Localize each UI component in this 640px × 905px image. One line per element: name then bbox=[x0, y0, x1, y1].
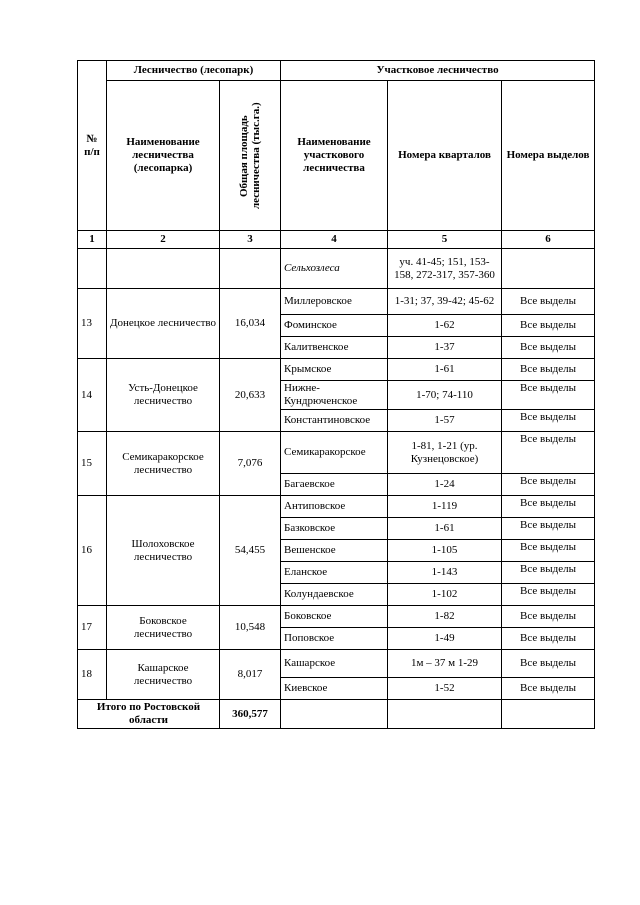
district-name: Калитвенское bbox=[281, 337, 388, 359]
empty-cell bbox=[502, 249, 595, 289]
plots: Все выделы bbox=[502, 474, 595, 496]
plots: Все выделы bbox=[502, 628, 595, 650]
empty-cell bbox=[107, 249, 220, 289]
district-name: Багаевское bbox=[281, 474, 388, 496]
plots: Все выделы bbox=[502, 381, 595, 410]
quarters: 1-82 bbox=[388, 606, 502, 628]
district-name: Вешенское bbox=[281, 540, 388, 562]
plots: Все выделы bbox=[502, 315, 595, 337]
forestry-area: 16,034 bbox=[220, 289, 281, 359]
district-name: Колундаевское bbox=[281, 584, 388, 606]
forestry-area: 10,548 bbox=[220, 606, 281, 650]
plots: Все выделы bbox=[502, 650, 595, 678]
header-district-group: Участковое лесничество bbox=[281, 61, 595, 81]
plots: Все выделы bbox=[502, 584, 595, 606]
forestry-area: 20,633 bbox=[220, 359, 281, 432]
quarters: 1-57 bbox=[388, 410, 502, 432]
district-name: Нижне-Кундрюченское bbox=[281, 381, 388, 410]
empty-cell bbox=[78, 249, 107, 289]
col-number: 6 bbox=[502, 231, 595, 249]
plots: Все выделы bbox=[502, 337, 595, 359]
forestry-name: Боковское лесничество bbox=[107, 606, 220, 650]
group-num: 15 bbox=[78, 432, 107, 496]
header-plots: Номера выделов bbox=[502, 81, 595, 231]
col-number: 1 bbox=[78, 231, 107, 249]
empty-cell bbox=[388, 700, 502, 729]
quarters: 1-143 bbox=[388, 562, 502, 584]
district-name: Базковское bbox=[281, 518, 388, 540]
empty-cell bbox=[281, 700, 388, 729]
forestry-name: Семикаракорское лесничество bbox=[107, 432, 220, 496]
plots: Все выделы bbox=[502, 678, 595, 700]
group-num: 18 bbox=[78, 650, 107, 700]
quarters: 1-37 bbox=[388, 337, 502, 359]
district-name: Сельхозлеса bbox=[281, 249, 388, 289]
district-name: Константиновское bbox=[281, 410, 388, 432]
plots: Все выделы bbox=[502, 289, 595, 315]
header-forestry-group: Лесничество (лесопарк) bbox=[107, 61, 281, 81]
forestry-name: Шолоховское лесничество bbox=[107, 496, 220, 606]
quarters: 1-52 bbox=[388, 678, 502, 700]
group-num: 16 bbox=[78, 496, 107, 606]
plots: Все выделы bbox=[502, 606, 595, 628]
quarters: 1м – 37 м 1-29 bbox=[388, 650, 502, 678]
total-area: 360,577 bbox=[220, 700, 281, 729]
forestry-name: Усть-Донецкое лесничество bbox=[107, 359, 220, 432]
quarters: 1-49 bbox=[388, 628, 502, 650]
col-number: 4 bbox=[281, 231, 388, 249]
col-number: 3 bbox=[220, 231, 281, 249]
district-name: Поповское bbox=[281, 628, 388, 650]
district-name: Еланское bbox=[281, 562, 388, 584]
district-name: Антиповское bbox=[281, 496, 388, 518]
district-name: Крымское bbox=[281, 359, 388, 381]
forestry-name: Донецкое лесничество bbox=[107, 289, 220, 359]
quarters: 1-81, 1-21 (ур. Кузнецовское) bbox=[388, 432, 502, 474]
empty-cell bbox=[220, 249, 281, 289]
plots: Все выделы bbox=[502, 496, 595, 518]
district-name: Семикаракорское bbox=[281, 432, 388, 474]
quarters: 1-24 bbox=[388, 474, 502, 496]
district-name: Кашарское bbox=[281, 650, 388, 678]
quarters: 1-119 bbox=[388, 496, 502, 518]
quarters: уч. 41-45; 151, 153-158, 272-317, 357-360 bbox=[388, 249, 502, 289]
col-number: 2 bbox=[107, 231, 220, 249]
district-name: Фоминское bbox=[281, 315, 388, 337]
forestry-table bbox=[77, 60, 595, 729]
header-district-name: Наименование участкового лесничества bbox=[281, 81, 388, 231]
district-name: Миллеровское bbox=[281, 289, 388, 315]
header-num: № п/п bbox=[78, 61, 107, 231]
plots: Все выделы bbox=[502, 562, 595, 584]
plots: Все выделы bbox=[502, 540, 595, 562]
plots: Все выделы bbox=[502, 410, 595, 432]
quarters: 1-62 bbox=[388, 315, 502, 337]
quarters: 1-105 bbox=[388, 540, 502, 562]
quarters: 1-102 bbox=[388, 584, 502, 606]
quarters: 1-61 bbox=[388, 359, 502, 381]
forestry-area: 7,076 bbox=[220, 432, 281, 496]
group-num: 14 bbox=[78, 359, 107, 432]
col-number: 5 bbox=[388, 231, 502, 249]
total-label: Итого по Ростовской области bbox=[78, 700, 220, 729]
forestry-name: Кашарское лесничество bbox=[107, 650, 220, 700]
forestry-area: 8,017 bbox=[220, 650, 281, 700]
header-forestry-name: Наименование лесничества (лесопарка) bbox=[107, 81, 220, 231]
empty-cell bbox=[502, 700, 595, 729]
quarters: 1-61 bbox=[388, 518, 502, 540]
district-name: Киевское bbox=[281, 678, 388, 700]
district-name: Боковское bbox=[281, 606, 388, 628]
header-area: Общая площадь лесничества (тыс.га.) bbox=[220, 81, 281, 231]
group-num: 17 bbox=[78, 606, 107, 650]
plots: Все выделы bbox=[502, 359, 595, 381]
forestry-area: 54,455 bbox=[220, 496, 281, 606]
group-num: 13 bbox=[78, 289, 107, 359]
quarters: 1-31; 37, 39-42; 45-62 bbox=[388, 289, 502, 315]
plots: Все выделы bbox=[502, 432, 595, 474]
header-quarters: Номера кварталов bbox=[388, 81, 502, 231]
plots: Все выделы bbox=[502, 518, 595, 540]
quarters: 1-70; 74-110 bbox=[388, 381, 502, 410]
